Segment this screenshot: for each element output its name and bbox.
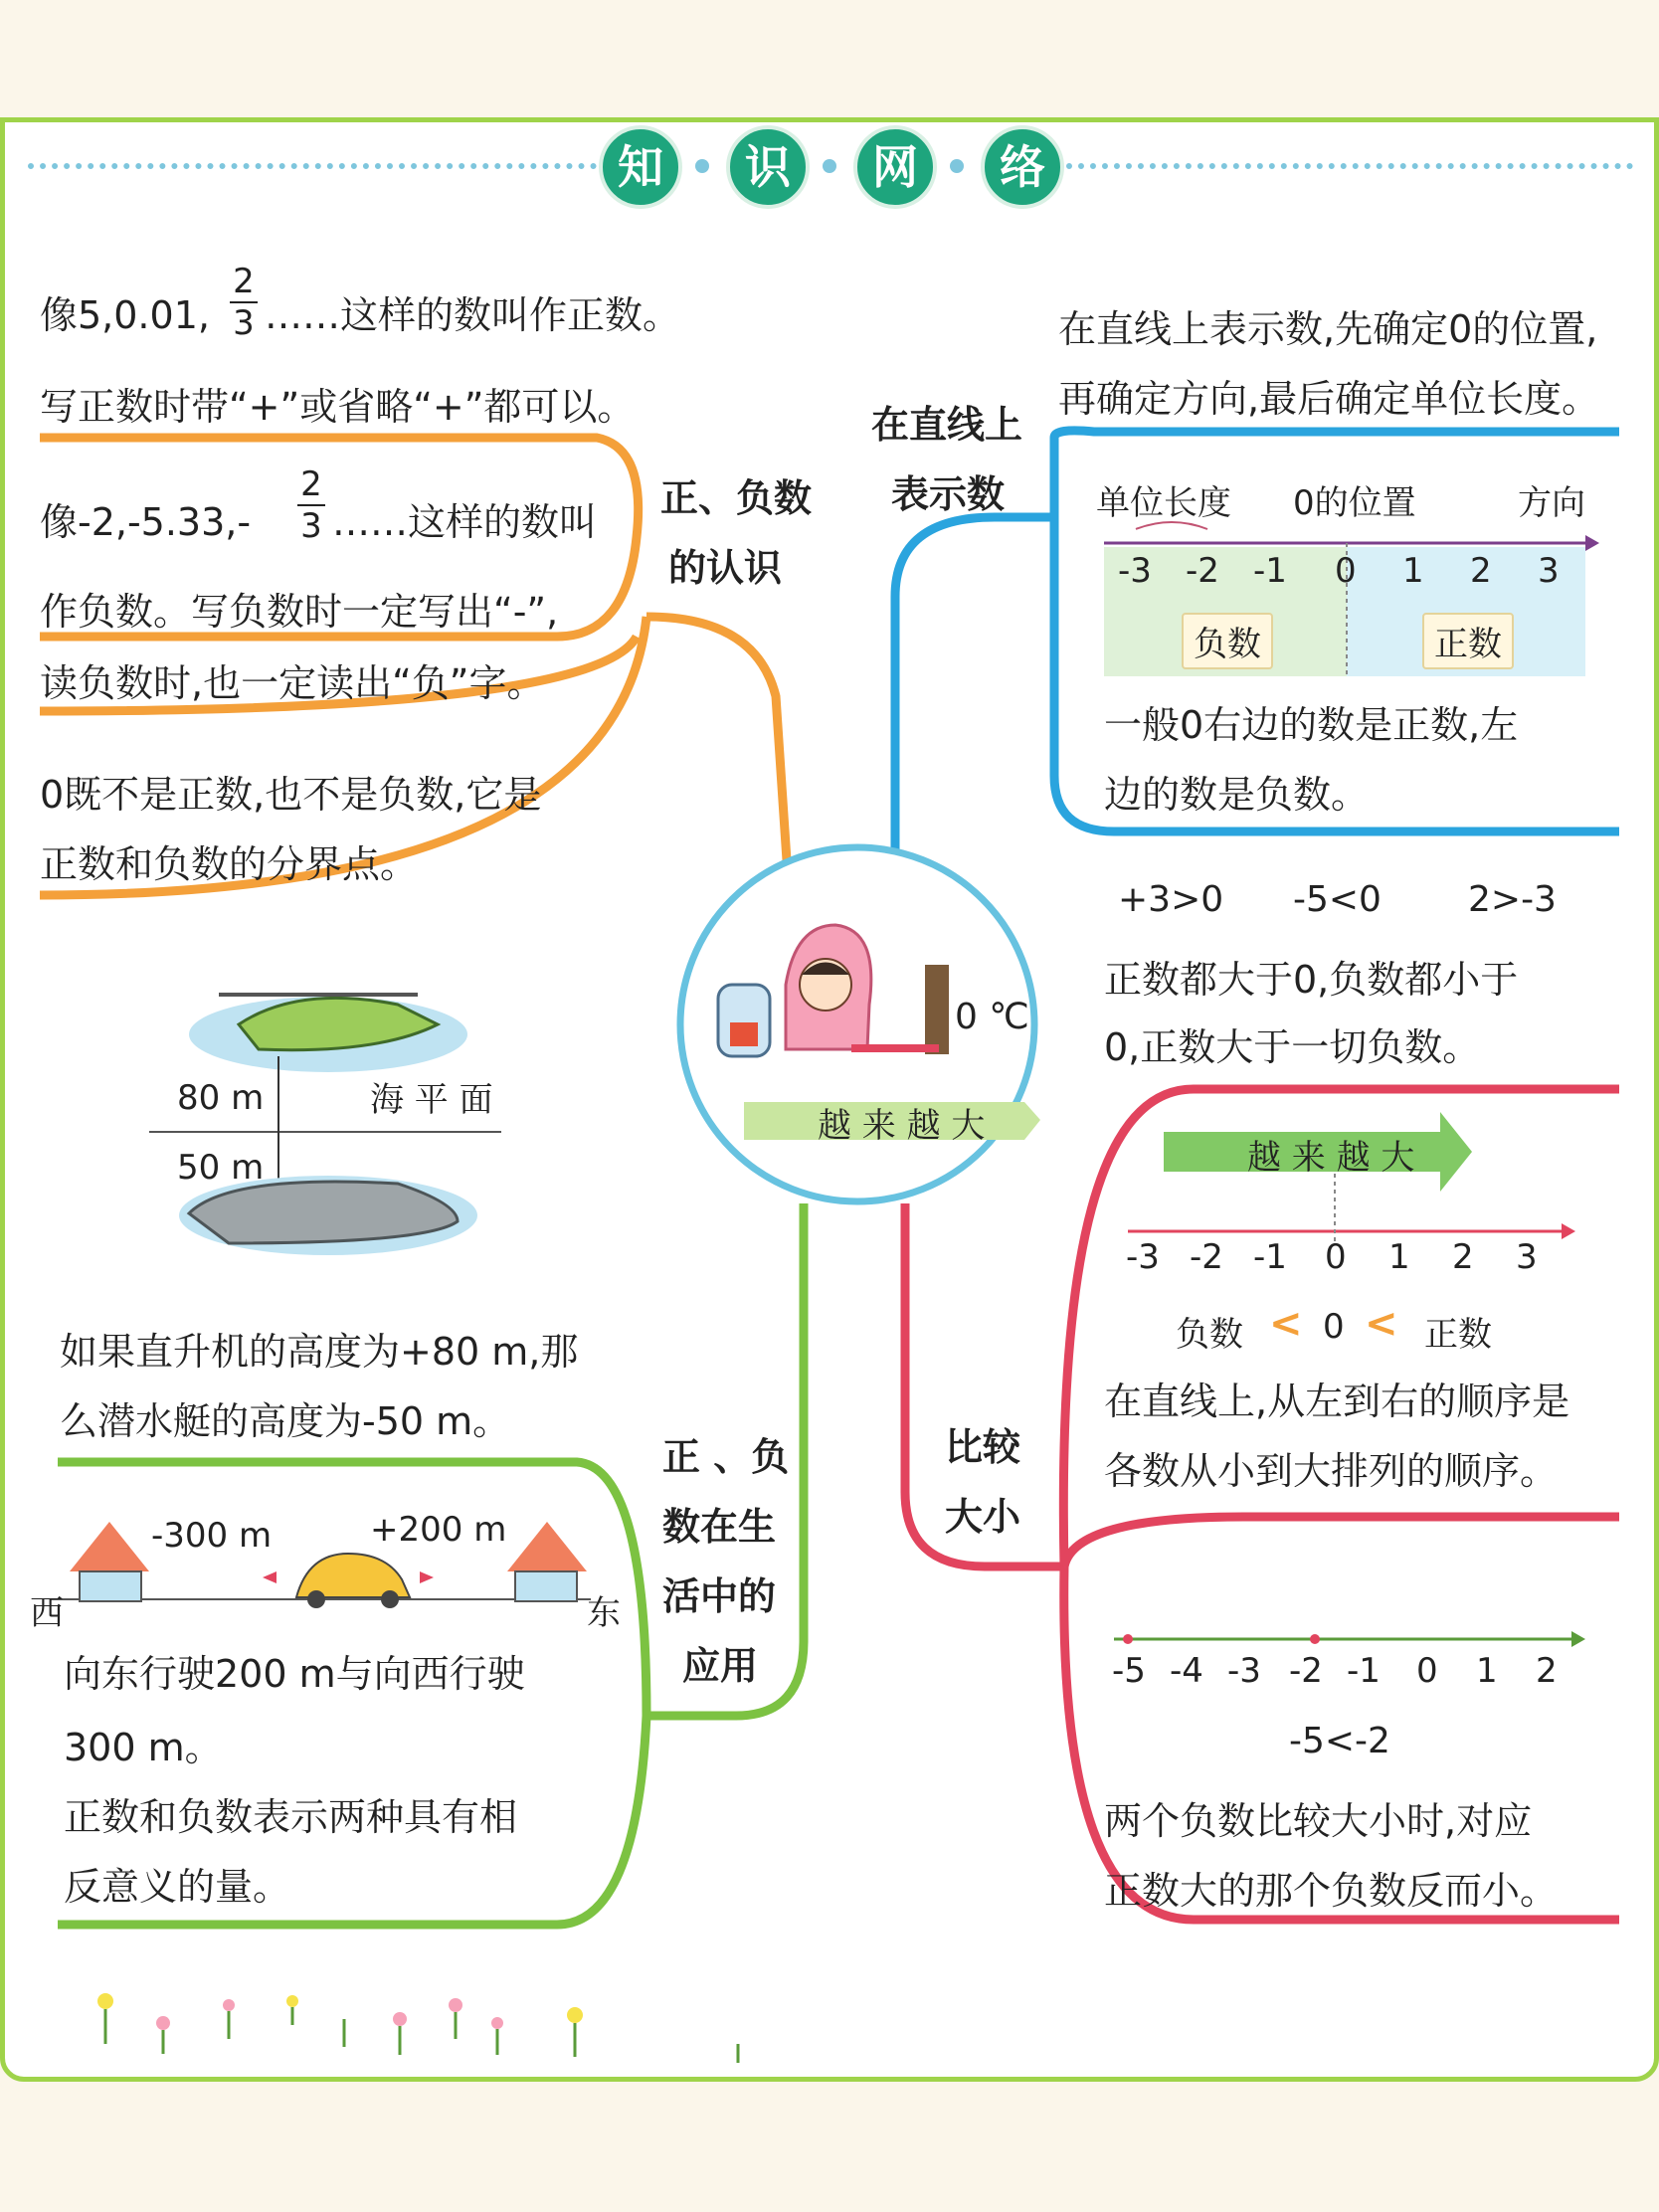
positive-fraction: 2 3 (227, 265, 261, 340)
westward-distance: -300 m (151, 1516, 273, 1556)
driving-example: 向东行驶200 m与向西行驶 (64, 1652, 525, 1696)
branch-label-numberline: 表示数 (891, 472, 1006, 516)
compare-tick-2: -3 (1227, 1651, 1261, 1691)
order-less-than: < (1269, 1301, 1303, 1347)
title-char-1: 知 (599, 125, 682, 209)
positive-definition-end: ……这样的数叫作正数。 (265, 293, 681, 337)
compare-tick-2: -1 (1347, 1651, 1381, 1691)
numberline-tick: 0 (1335, 551, 1357, 591)
west-label: 西 (30, 1593, 64, 1633)
order-negative: 负数 (1176, 1315, 1243, 1355)
numberline-tick: 2 (1470, 551, 1492, 591)
order-rule: 各数从小到大排列的顺序。 (1104, 1449, 1559, 1493)
numberline-tick: 3 (1538, 551, 1560, 591)
branch-label-application: 数在生 (662, 1505, 777, 1549)
title-char-2: 识 (726, 125, 810, 209)
negative-fraction: 2 3 (294, 467, 328, 543)
submarine-depth: 50 m (177, 1148, 265, 1188)
center-arrow-label: 越 来 越 大 (818, 1106, 986, 1146)
compare-rule: 正数都大于0,负数都小于 (1104, 958, 1519, 1002)
branch-label-compare: 大小 (945, 1495, 1021, 1539)
compare-tick: 3 (1516, 1237, 1538, 1277)
branch-label-application: 活中的 (662, 1574, 777, 1618)
increasing-arrow-label: 越 来 越 大 (1247, 1138, 1415, 1178)
unit-length-label: 单位长度 (1096, 483, 1231, 523)
numberline-description: 再确定方向,最后确定单位长度。 (1058, 377, 1600, 421)
flower-decoration (97, 1993, 743, 2063)
numberline-note: 边的数是负数。 (1104, 773, 1370, 817)
numberline-tick: -1 (1253, 551, 1287, 591)
zero-rule-line: 正数和负数的分界点。 (40, 842, 419, 886)
compare-tick-2: 0 (1416, 1651, 1438, 1691)
east-label: 东 (587, 1593, 621, 1633)
positive-definition-start: 像5,0.01, (40, 293, 210, 337)
direction-label: 方向 (1518, 483, 1585, 523)
numberline-tick: -2 (1186, 551, 1219, 591)
numberline-tick: 1 (1402, 551, 1424, 591)
title-char-4: 络 (981, 125, 1064, 209)
zero-position-label: 0的位置 (1293, 483, 1416, 523)
branch-label-application: 应用 (682, 1644, 759, 1688)
branch-label-application: 正 、负 (662, 1435, 790, 1479)
compare-example: -5<0 (1293, 879, 1382, 920)
numberline-note: 一般0右边的数是正数,左 (1104, 703, 1519, 747)
compare-tick-2: 1 (1476, 1651, 1498, 1691)
order-zero: 0 (1323, 1307, 1345, 1347)
altitude-example: 如果直升机的高度为+80 m,那 (60, 1330, 579, 1374)
negative-rule-line: 作负数。写负数时一定写出“-”, (40, 590, 559, 634)
negative-definition-start: 像-2,-5.33,- (40, 500, 252, 544)
negative-rule-line: 读负数时,也一定读出“负”字。 (40, 661, 545, 705)
meaning-rule: 反意义的量。 (64, 1865, 291, 1909)
compare-example: +3>0 (1118, 879, 1224, 920)
meaning-rule: 正数和负数表示两种具有相 (64, 1795, 518, 1839)
compare-tick: -3 (1126, 1237, 1160, 1277)
branch-label-numberline: 在直线上 (871, 403, 1023, 447)
negative-compare-rule: 正数大的那个负数反而小。 (1104, 1869, 1559, 1913)
helicopter-height: 80 m (177, 1078, 265, 1118)
compare-tick: -1 (1253, 1237, 1287, 1277)
negative-region-label: 负数 (1182, 613, 1273, 669)
driving-example: 300 m。 (64, 1726, 223, 1769)
eastward-distance: +200 m (370, 1510, 507, 1550)
title-char-3: 网 (853, 125, 937, 209)
compare-tick-2: 2 (1536, 1651, 1558, 1691)
compare-example: 2>-3 (1468, 879, 1557, 920)
branch-label-compare: 比较 (945, 1425, 1021, 1469)
branch-label-recognition: 正、负数 (660, 476, 813, 520)
altitude-example: 么潜水艇的高度为-50 m。 (60, 1399, 511, 1443)
compare-tick: -2 (1190, 1237, 1223, 1277)
compare-tick: 1 (1388, 1237, 1410, 1277)
negative-definition-end: ……这样的数叫 (332, 500, 598, 544)
numberline-description: 在直线上表示数,先确定0的位置, (1058, 307, 1598, 351)
negative-compare-example: -5<-2 (1289, 1721, 1390, 1761)
compare-rule: 0,正数大于一切负数。 (1104, 1025, 1481, 1069)
compare-tick: 2 (1452, 1237, 1474, 1277)
zero-rule-line: 0既不是正数,也不是负数,它是 (40, 773, 542, 817)
compare-tick-2: -4 (1170, 1651, 1203, 1691)
negative-compare-rule: 两个负数比较大小时,对应 (1104, 1799, 1533, 1843)
compare-tick-2: -2 (1289, 1651, 1323, 1691)
order-positive: 正数 (1424, 1315, 1492, 1355)
compare-tick-2: -5 (1112, 1651, 1146, 1691)
branch-label-recognition: 的认识 (668, 546, 783, 590)
positive-note: 写正数时带“+”或省略“+”都可以。 (40, 385, 636, 429)
positive-region-label: 正数 (1422, 613, 1514, 669)
order-rule: 在直线上,从左到右的顺序是 (1104, 1380, 1570, 1423)
sea-level-label: 海 平 面 (370, 1080, 493, 1120)
order-less-than: < (1365, 1301, 1398, 1347)
center-temperature: 0 ℃ (955, 997, 1029, 1037)
numberline-tick: -3 (1118, 551, 1152, 591)
compare-tick: 0 (1325, 1237, 1347, 1277)
